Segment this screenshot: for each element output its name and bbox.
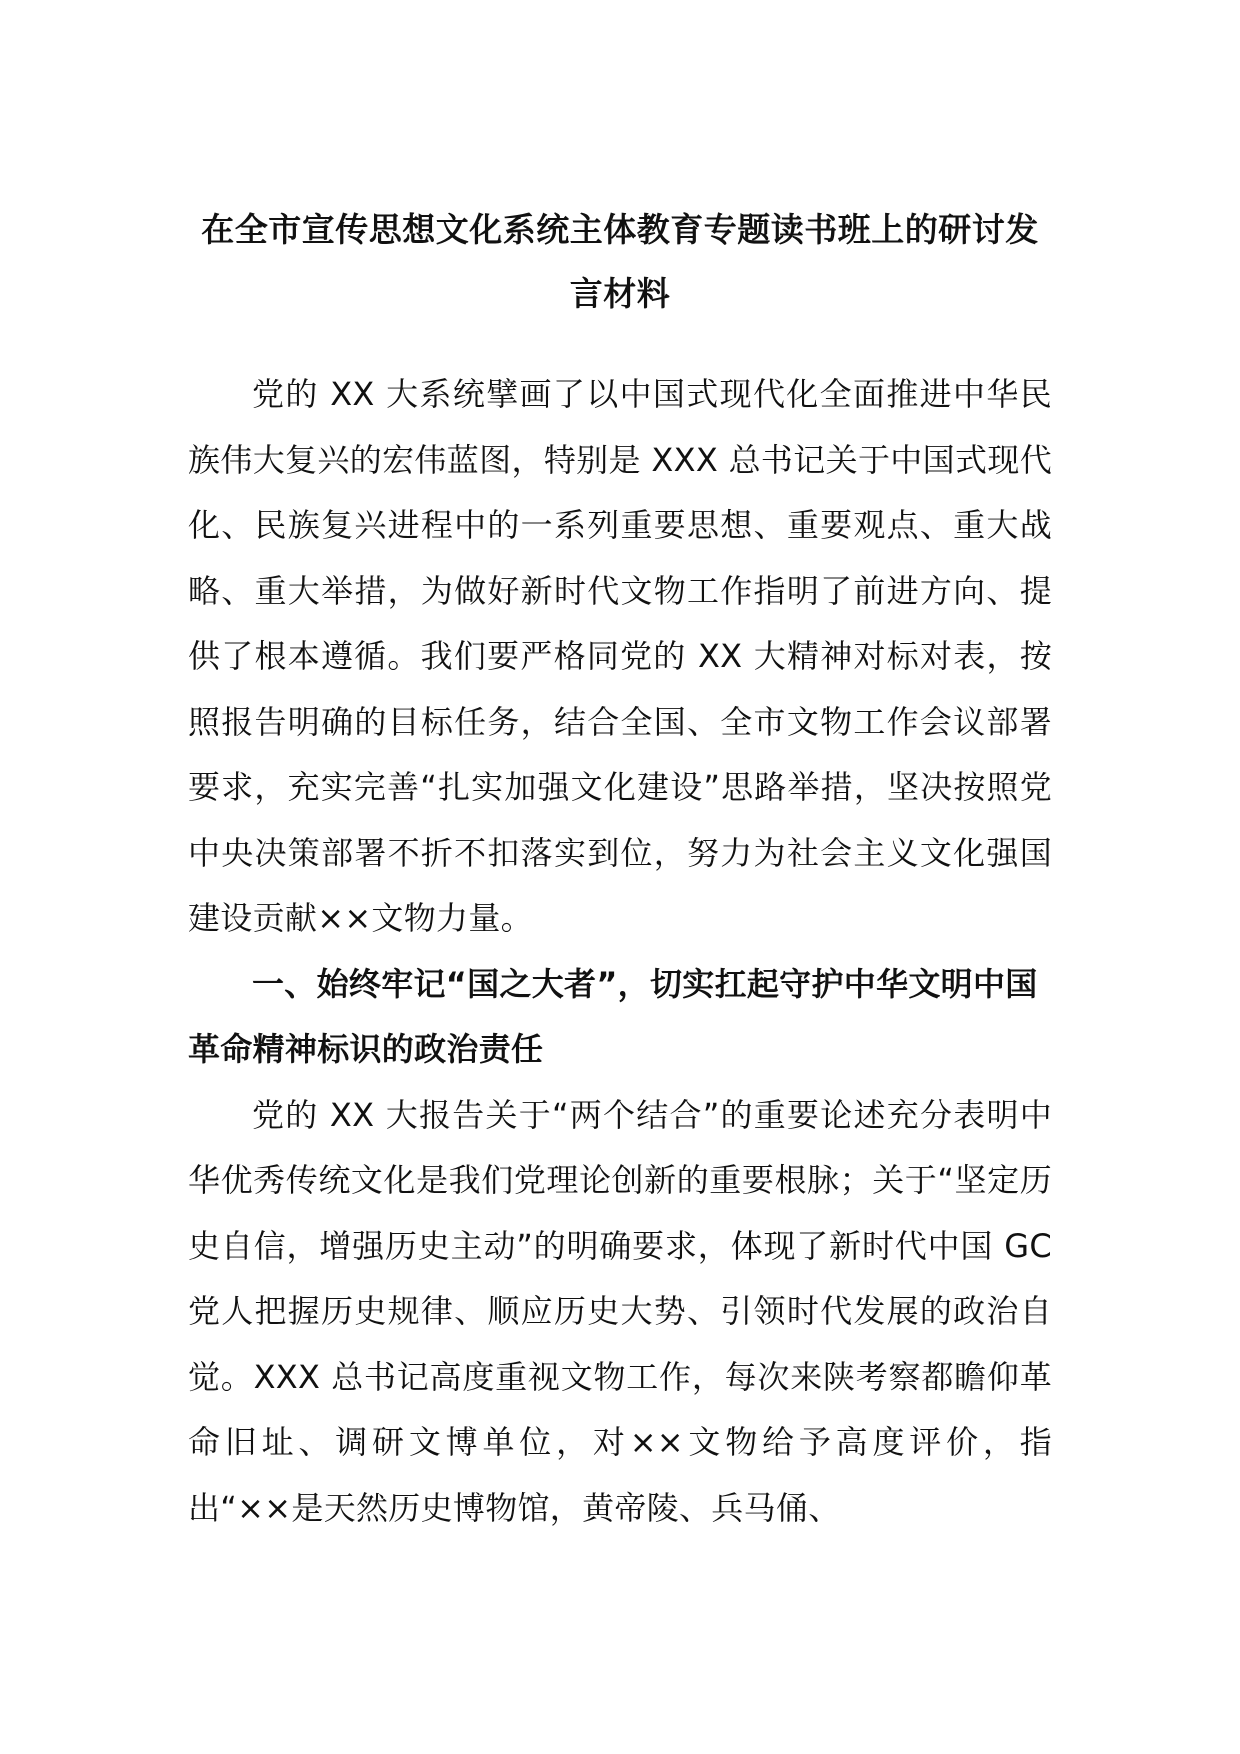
intro-paragraph: 党的 XX 大系统擘画了以中国式现代化全面推进中华民族伟大复兴的宏伟蓝图，特别是 XXX 总书记关于中国式现代化、民族复兴进程中的一系列重要思想、重要观点、重大战略、重大举措，为做好新时代文物工作指明了前进方向、提供了根本遵循。我们要严格同党的 XX 大精神对标对表，按照报告明确的目标任务，结合全国、全市文物工作会议部署要求，充实完善“扎实加强文化建设”思路举措，坚决按照党中央决策部署不折不扣落实到位，努力为社会主义文化强国建设贡献××文物力量。 bbox=[188, 375, 1052, 937]
document-title: 在全市宣传思想文化系统主体教育专题读书班上的研讨发言材料 bbox=[201, 210, 1039, 313]
section-1-paragraph: 党的 XX 大报告关于“两个结合”的重要论述充分表明中华优秀传统文化是我们党理论创新的重要根脉；关于“坚定历史自信，增强历史主动”的明确要求，体现了新时代中国 GC 党人把握历史规律、顺应历史大势、引领时代发展的政治自觉。XXX 总书记高度重视文物工作，每次来陕考察都瞻仰革命旧址、调研文博单位，对××文物给予高度评价，指出“××是天然历史博物馆，黄帝陵、兵马俑、 bbox=[188, 1095, 1052, 1527]
document-body bbox=[188, 362, 1052, 1541]
section-heading-1: 一、始终牢记“国之大者”，切实扛起守护中华文明中国革命精神标识的政治责任 bbox=[188, 964, 1038, 1068]
